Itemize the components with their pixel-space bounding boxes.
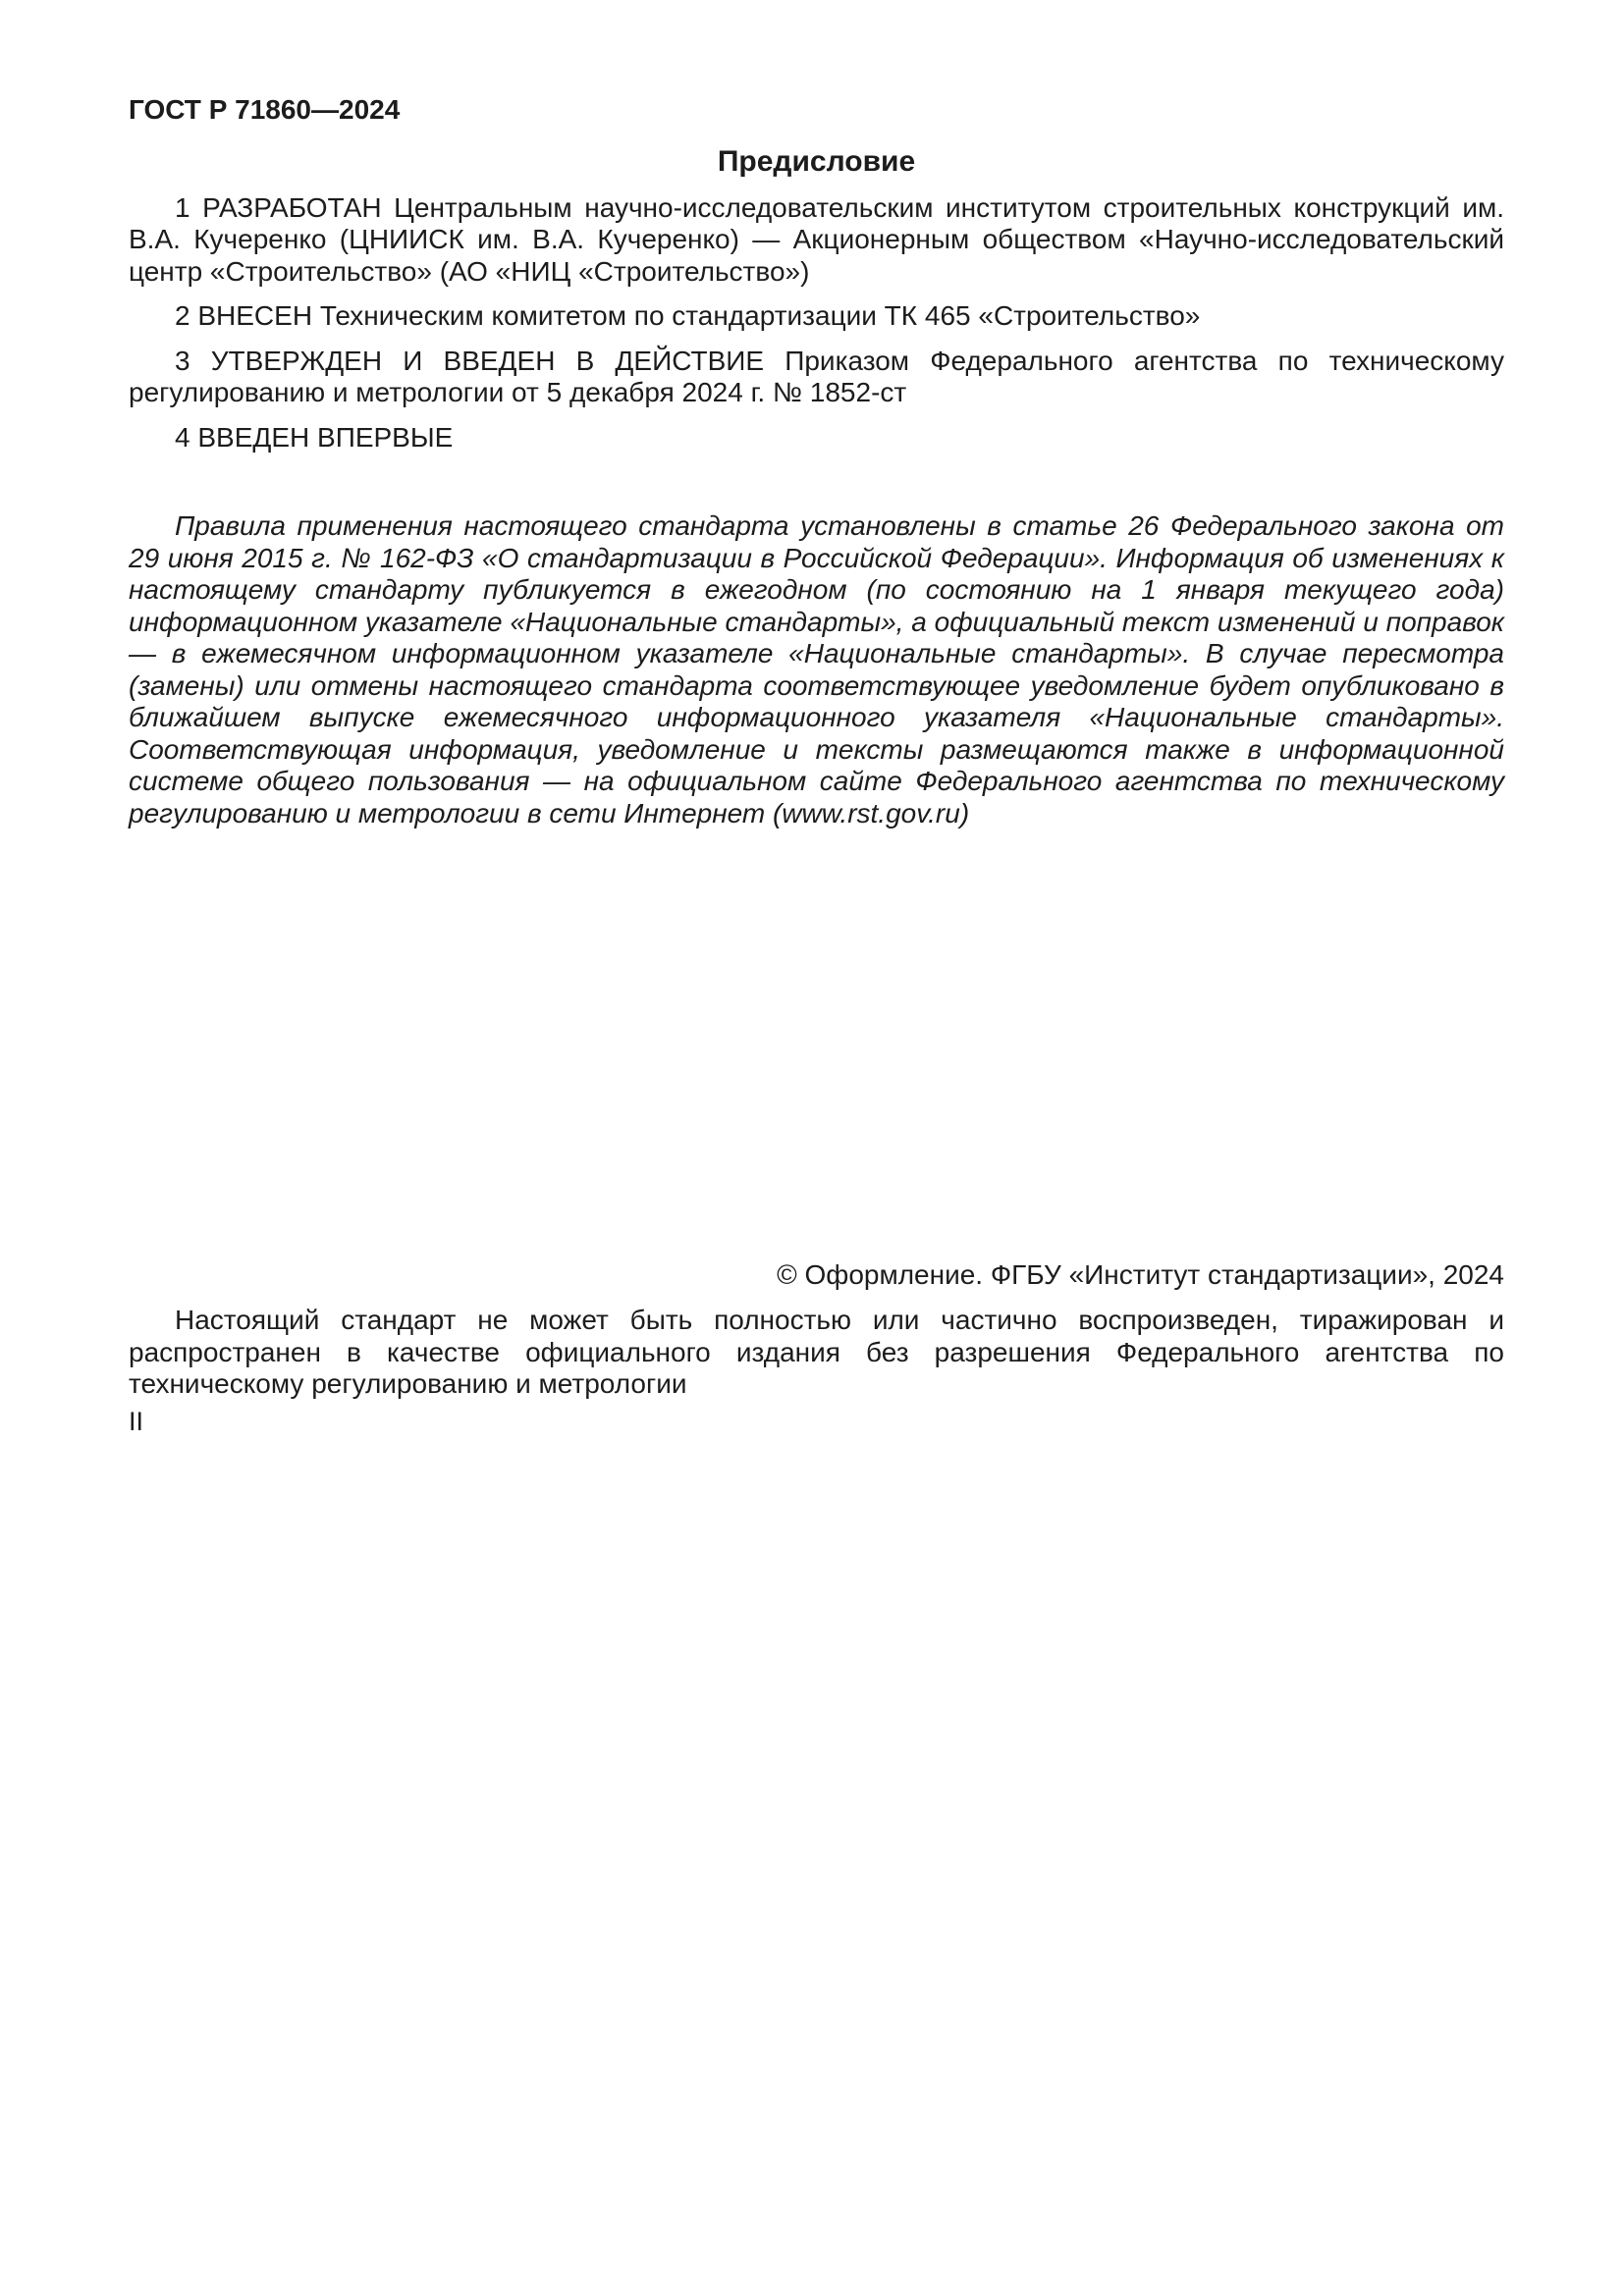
page-footer-block <box>129 1259 1504 1437</box>
distribution-notice: Настоящий стандарт не может быть полностью или частично воспроизведен, тиражирован и распространен в качестве официального издания без разрешения Федерального агентства по техническому регулированию и метрологии <box>129 1305 1504 1400</box>
copyright-line: © Оформление. ФГБУ «Институт стандартизации», 2024 <box>777 1259 1504 1290</box>
foreword-item-1: 1 РАЗРАБОТАН Центральным научно-исследовательским институтом строительных конструкций им. В.А. Кучеренко (ЦНИИСК им. В.А. Кучеренко) — Акционерным обществом «Научно-исследовательский центр «Строительство» (АО «НИЦ «Строительство») <box>129 192 1504 287</box>
page-title: Предисловие <box>717 145 916 178</box>
foreword-item-4: 4 ВВЕДЕН ВПЕРВЫЕ <box>175 421 454 453</box>
foreword-item-3: 3 УТВЕРЖДЕН И ВВЕДЕН В ДЕЙСТВИЕ Приказом Федерального агентства по техническому регулированию и метрологии от 5 декабря 2024 г. № 1852-ст <box>129 345 1504 408</box>
page-number: II <box>129 1406 144 1436</box>
standard-designation: ГОСТ Р 71860—2024 <box>129 94 401 125</box>
legal-notice: Правила применения настоящего стандарта установлены в статье 26 Федерального закона от 29 июня 2015 г. № 162-ФЗ «О стандартизации в Российской Федерации». Информация об изменениях к настоящему стандарту публикуется в ежегодном (по состоянию на 1 января текущего года) информационном указателе «Национальные стандарты», а официальный текст изменений и поправок — в ежемесячном информационном указателе «Национальные стандарты». В случае пересмотра (замены) или отмены настоящего стандарта соответствующее уведомление будет опубликовано в ближайшем выпуске ежемесячного информационного указателя «Национальные стандарты». Соответствующая информация, уведомление и тексты размещаются также в информационной системе общего пользования — на официальном сайте Федерального агентства по техническому регулированию и метрологии в сети Интернет (www.rst.gov.ru) <box>129 510 1504 828</box>
foreword-item-2: 2 ВНЕСЕН Техническим комитетом по стандартизации ТК 465 «Строительство» <box>175 300 1201 332</box>
